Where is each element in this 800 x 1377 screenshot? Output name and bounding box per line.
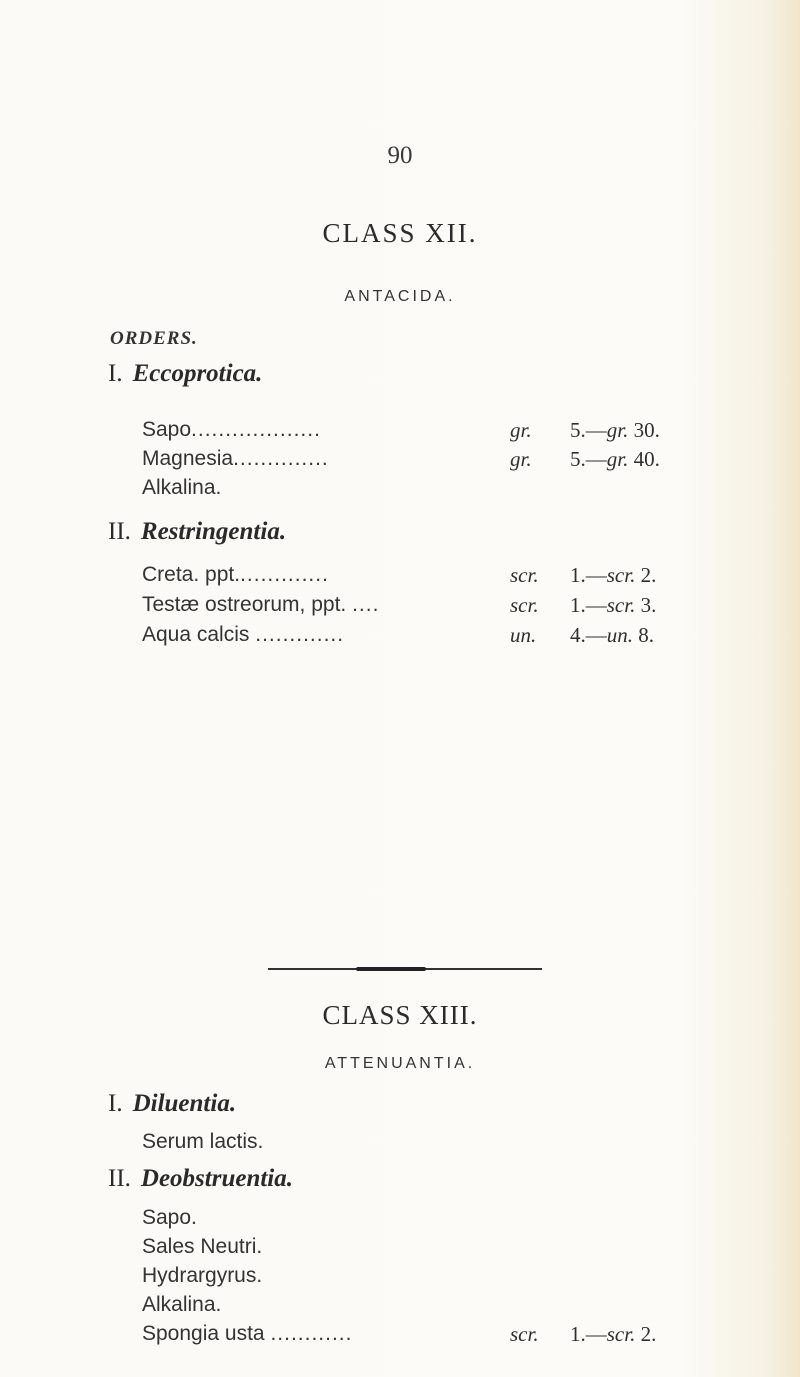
order-heading-restringentia — [108, 518, 286, 546]
leader-dots: .............. — [233, 447, 329, 470]
divider-ornament — [356, 967, 426, 971]
dose-unit: scr. — [606, 1322, 636, 1346]
order-numeral: II. — [108, 518, 131, 545]
leader-dots: ............. — [240, 563, 329, 586]
item-row — [142, 1322, 352, 1346]
dose-high: 2. — [640, 563, 657, 587]
class-xiii-subtitle: ATTENUANTIA. — [324, 1055, 476, 1072]
order-name: Diluentia. — [132, 1090, 237, 1117]
class-xii-title: CLASS XII. — [322, 218, 478, 248]
order-numeral: I. — [108, 360, 123, 387]
order-numeral: II. — [108, 1165, 131, 1192]
order-numeral: I. — [108, 1090, 123, 1117]
class-xiii-title: CLASS XIII. — [322, 1000, 478, 1030]
item-name: Hydrargyrus. — [142, 1264, 263, 1287]
item-row — [142, 563, 329, 587]
order-name: Deobstruentia. — [140, 1165, 294, 1192]
dose-unit: scr. — [510, 1322, 539, 1346]
dose-unit: scr. — [510, 563, 539, 587]
item-row — [142, 1293, 221, 1317]
item-name: Aqua calcis — [142, 623, 250, 646]
item-row — [142, 418, 321, 442]
dose-range: 1.—scr. 2. — [570, 563, 657, 587]
dose-unit: un. — [606, 623, 633, 647]
dose-low: 1. — [570, 593, 586, 617]
class-xii-subtitle: ANTACIDA. — [344, 288, 456, 305]
order-name: Eccoprotica. — [132, 360, 263, 387]
dose-high: 8. — [638, 623, 654, 647]
dose-unit: gr. — [606, 447, 629, 471]
dose-low: 5. — [570, 418, 586, 442]
section-divider — [268, 968, 542, 970]
item-name: Spongia usta — [142, 1322, 271, 1345]
item-row — [142, 447, 329, 471]
leader-dots: ............. — [255, 623, 345, 646]
dose-unit: un. — [510, 623, 537, 647]
dose-high: 30. — [633, 418, 660, 442]
dose-high: 40. — [633, 447, 660, 471]
dose-low: 1. — [570, 1322, 586, 1346]
item-name: Serum lactis. — [142, 1130, 264, 1153]
leader-dots: ............ — [270, 1322, 353, 1345]
dose-range: 4.—un. 8. — [570, 623, 654, 647]
dose-range: 1.—scr. 3. — [570, 593, 657, 617]
dose-unit: scr. — [510, 593, 539, 617]
item-name: Alkalina. — [142, 1293, 222, 1316]
item-row — [142, 1264, 262, 1288]
item-name: Magnesia — [142, 447, 234, 470]
dose-unit: gr. — [510, 418, 532, 442]
order-heading-eccoprotica — [108, 360, 262, 388]
item-row — [142, 623, 344, 647]
page-number: 90 — [387, 142, 413, 169]
item-name: Sapo. — [142, 1206, 197, 1229]
item-row — [142, 1206, 197, 1230]
dose-high: 3. — [640, 593, 657, 617]
dose-unit: gr. — [510, 447, 532, 471]
dose-low: 5. — [570, 447, 586, 471]
dose-low: 4. — [570, 623, 586, 647]
order-name: Restringentia. — [140, 518, 287, 545]
dose-range: 5.—gr. 30. — [570, 418, 660, 442]
item-row — [142, 593, 379, 617]
item-name: Creta. ppt. — [142, 563, 241, 586]
leader-dots: .... — [352, 593, 380, 616]
order-heading-deobstruentia — [108, 1165, 293, 1193]
item-name: Alkalina. — [142, 476, 222, 499]
orders-label: ORDERS. — [110, 328, 198, 349]
dose-unit: scr. — [606, 563, 636, 587]
dose-range: 5.—gr. 40. — [570, 447, 660, 471]
dose-low: 1. — [570, 563, 586, 587]
item-row — [142, 476, 221, 500]
dose-unit: scr. — [606, 593, 636, 617]
leader-dots: ................... — [191, 418, 321, 441]
item-row — [142, 1235, 262, 1259]
item-name: Sales Neutri. — [142, 1235, 263, 1258]
item-name: Sapo — [142, 418, 192, 441]
dose-unit: gr. — [606, 418, 629, 442]
dose-high: 2. — [640, 1322, 657, 1346]
dose-range: 1.—scr. 2. — [570, 1322, 657, 1346]
item-name: Testæ ostreorum, ppt. — [142, 593, 347, 616]
order-heading-diluentia — [108, 1090, 236, 1118]
item-row — [142, 1130, 263, 1154]
